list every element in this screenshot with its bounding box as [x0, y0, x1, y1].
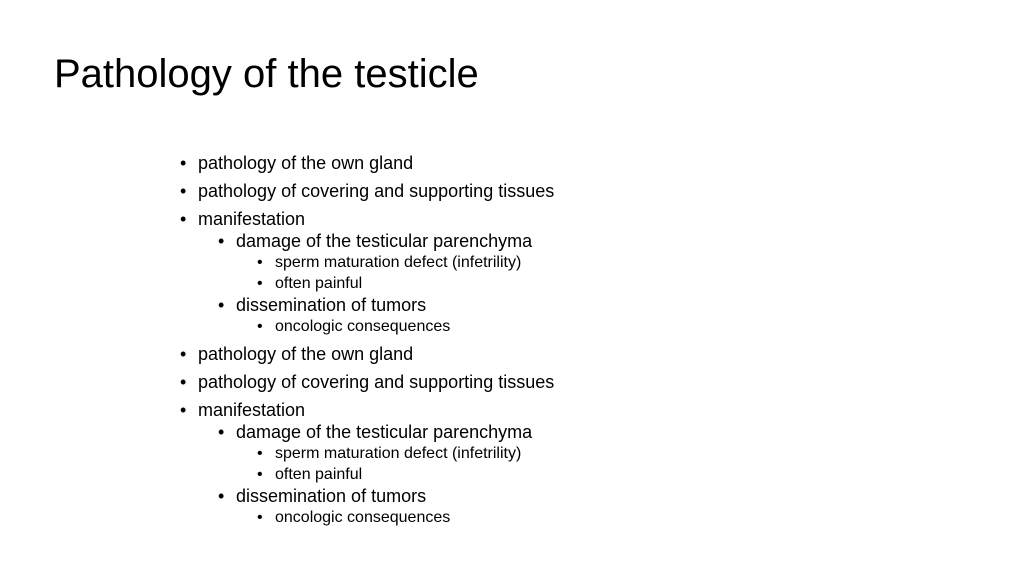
- sub-sub-bullet-item: • often painful: [180, 464, 554, 485]
- sub-sub-bullet-item: • sperm maturation defect (infetrility): [180, 252, 554, 273]
- sub-bullet-item: • dissemination of tumors: [180, 485, 554, 507]
- sub-bullet-item: • damage of the testicular parenchyma: [180, 230, 554, 252]
- sub-sub-bullet-item: • often painful: [180, 273, 554, 294]
- bullet-item: • pathology of the own gland: [180, 343, 554, 365]
- slide-title: Pathology of the testicle: [54, 52, 479, 96]
- bullet-item: • manifestation: [180, 399, 554, 421]
- sub-bullet-item: • damage of the testicular parenchyma: [180, 421, 554, 443]
- bullet-item: • manifestation: [180, 208, 554, 230]
- sub-bullet-item: • dissemination of tumors: [180, 294, 554, 316]
- bullet-item: • pathology of covering and supporting tissues: [180, 371, 554, 393]
- bullet-item: • pathology of the own gland: [180, 152, 554, 174]
- sub-sub-bullet-item: • oncologic consequences: [180, 316, 554, 337]
- sub-sub-bullet-item: • oncologic consequences: [180, 507, 554, 528]
- sub-sub-bullet-item: • sperm maturation defect (infetrility): [180, 443, 554, 464]
- bullet-list: [180, 152, 554, 528]
- bullet-item: • pathology of covering and supporting tissues: [180, 180, 554, 202]
